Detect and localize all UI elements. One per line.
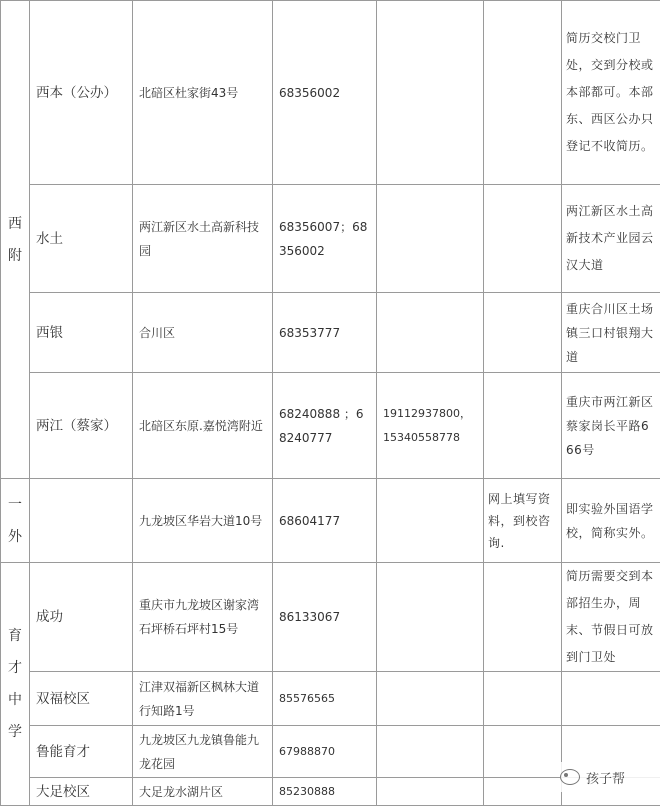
group-label: 育才中学 (7, 620, 23, 748)
phone-cell: 85230888 (273, 778, 377, 806)
group-cell (1, 479, 30, 563)
note-cell: 重庆合川区土场镇三口村银翔大道 (562, 293, 660, 373)
campus-name: 鲁能育才 (30, 726, 133, 778)
mobile-cell (377, 563, 484, 672)
address-cell: 合川区 (133, 293, 273, 373)
campus-name: 双福校区 (30, 672, 133, 726)
campus-name: 成功 (30, 563, 133, 672)
method-cell (484, 563, 562, 672)
campus-name: 两江（蔡家） (30, 373, 133, 479)
method-cell (484, 1, 562, 185)
table-row (1, 293, 660, 373)
campus-name (30, 479, 133, 563)
phone-cell: 68240888 ；68240777 (273, 373, 377, 479)
campus-name: 水土 (30, 185, 133, 293)
table-row (1, 672, 660, 726)
address-cell: 重庆市九龙坡区谢家湾石坪桥石坪村15号 (133, 563, 273, 672)
note-cell: 两江新区水土高新技术产业园云汉大道 (562, 185, 660, 293)
method-cell (484, 185, 562, 293)
address-cell: 大足龙水湖片区 (133, 778, 273, 806)
table-row (1, 1, 660, 185)
mobile-cell (377, 672, 484, 726)
phone-cell: 68604177 (273, 479, 377, 563)
phone-cell: 85576565 (273, 672, 377, 726)
address-cell: 江津双福新区枫林大道行知路1号 (133, 672, 273, 726)
campus-name: 西银 (30, 293, 133, 373)
method-cell (484, 778, 562, 806)
note-cell (562, 672, 660, 726)
mobile-cell (377, 293, 484, 373)
phone-cell: 68356007；68356002 (273, 185, 377, 293)
table-row (1, 479, 660, 563)
method-cell (484, 672, 562, 726)
group-label: 一外 (7, 489, 23, 553)
wechat-icon (560, 769, 580, 785)
mobile-cell (377, 778, 484, 806)
mobile-cell (377, 1, 484, 185)
mobile-cell (377, 479, 484, 563)
table-row (1, 563, 660, 672)
note-cell: 简历需要交到本部招生办，周末、节假日可放到门卫处 (562, 563, 660, 672)
address-cell: 九龙坡区华岩大道10号 (133, 479, 273, 563)
phone-cell: 68353777 (273, 293, 377, 373)
note-cell: 即实验外国语学校，简称实外。 (562, 479, 660, 563)
method-cell (484, 293, 562, 373)
address-cell: 北碚区东原.嘉悦湾附近 (133, 373, 273, 479)
phone-cell: 86133067 (273, 563, 377, 672)
campus-name: 西本（公办） (30, 1, 133, 185)
group-cell (1, 563, 30, 806)
table-row (1, 185, 660, 293)
watermark-text: 孩子帮 (586, 768, 625, 787)
address-cell: 九龙坡区九龙镇鲁能九龙花园 (133, 726, 273, 778)
mobile-cell: 19112937800，15340558778 (377, 373, 484, 479)
group-cell (1, 1, 30, 479)
method-cell (484, 373, 562, 479)
note-cell: 简历交校门卫处，交到分校或本部都可。本部东、西区公办只登记不收简历。 (562, 1, 660, 185)
campus-name: 大足校区 (30, 778, 133, 806)
note-cell: 重庆市两江新区蔡家岗长平路666号 (562, 373, 660, 479)
mobile-cell (377, 185, 484, 293)
watermark (560, 762, 660, 792)
group-label: 西附 (7, 208, 23, 272)
mobile-cell (377, 726, 484, 778)
address-cell: 北碚区杜家街43号 (133, 1, 273, 185)
table-row (1, 373, 660, 479)
method-cell (484, 726, 562, 778)
address-cell: 两江新区水土高新科技园 (133, 185, 273, 293)
phone-cell: 68356002 (273, 1, 377, 185)
method-cell: 网上填写资料，到校咨询. (484, 479, 562, 563)
phone-cell: 67988870 (273, 726, 377, 778)
